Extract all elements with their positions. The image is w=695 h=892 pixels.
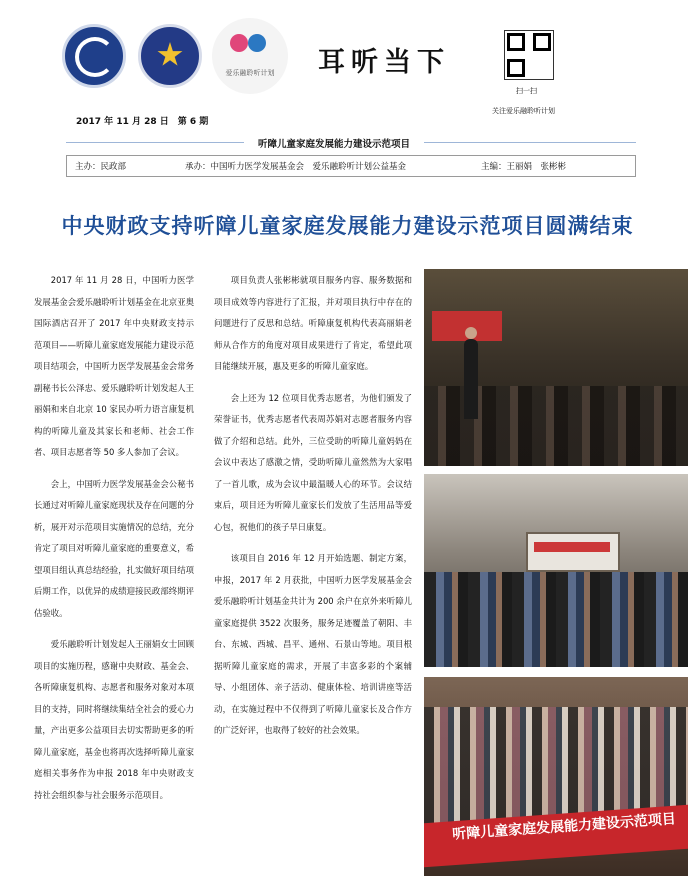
- ailerong-logo-icon: [212, 18, 288, 94]
- masthead-title: 耳听当下: [318, 47, 450, 78]
- photo-banner-text: 听障儿童家庭发展能力建设示范项目: [451, 811, 677, 843]
- paragraph: 该项目自 2016 年 12 月开始选题、制定方案，申报，2017 年 2 月获批，中国听力医学发展基金会爱乐融聆听计划基金共计为 200 余户在京外来听障儿童家庭提供 3522 次服务，服务足迹覆盖了朝阳、丰台、东城、西城、昌平、通州、石景山等地。项目根据听障儿童家庭的需求，开展了丰富多彩的个案辅导、小组团体、亲子活动、健康体检、培训讲座等活动，在实施过程中不仅得到了听障儿童家长及合作方的广泛好评，也取得了较好的社会效果。: [214, 553, 412, 735]
- audiology-logo-icon: [138, 24, 202, 88]
- organizer-label: 承办：中国听力医学发展基金会 爱乐融聆听计划公益基金: [185, 162, 407, 172]
- group-photo: [424, 677, 688, 876]
- qr-code-icon[interactable]: [504, 30, 554, 80]
- scan-label: 扫一扫: [516, 87, 537, 95]
- section-title: 听障儿童家庭发展能力建设示范项目: [244, 136, 424, 150]
- paragraph: 爱乐融聆听计划发起人王丽娟女士回顾项目的实施历程，感谢中央财政、基金会、各听障康复机构、志愿者和服务对象对本项目的支持，同时将继续集结全社会的爱心力量，产出更多公益项目去切实帮助更多的听障儿童家庭，基金也将再次选择听障儿童家庭相关事务作为申报 2018 年中央财政支持社会组织参与社会服务示范项目。: [34, 639, 194, 800]
- editor-label: 主编：王丽娟 张彬彬: [481, 162, 567, 172]
- article-headline: 中央财政支持听障儿童家庭发展能力建设示范项目圆满结束: [61, 214, 634, 238]
- host-label: 主办：民政部: [75, 162, 127, 172]
- paragraph: 会上，中国听力医学发展基金会公秘书长通过对听障儿童家庭现状及存在问题的分析，展开对示范项目实施情况的总结，充分肯定了项目对听障儿童家庭的重要意义，希望项目组认真总结经验，扎实做好项目结项后期工作，以优异的成绩迎接民政部终期评估验收。: [34, 478, 194, 618]
- paragraph: 2017 年 11 月 28 日，中国听力医学发展基金会爱乐融聆听计划基金在北京亚奥国际酒店召开了 2017 年中央财政支持示范项目——听障儿童家庭发展能力建设示范项目结项会，中国听力医学发展基金会常务副秘书长公泽忠、爱乐融聆听计划发起人王丽娟和来自北京 10 家民办听力语言康复机构的听障儿童及其家长和老师、社会工作者、项目志愿者等 50 多人参加了会议。: [34, 275, 194, 457]
- paragraph: 项目负责人张彬彬就项目服务内容、服务数据和项目成效等内容进行了汇报，并对项目执行中存在的问题进行了反思和总结。听障康复机构代表高丽娟老师从合作方的角度对项目成果进行了肯定，希望此项目能继续开展，惠及更多的听障儿童家庭。: [214, 275, 412, 371]
- logo-caption: 爱乐融聆听计划: [225, 69, 275, 77]
- article-column-left: [34, 270, 194, 816]
- issue-date: 2017 年 11 月 28 日 第 6 期: [76, 117, 209, 127]
- fund-logo-icon: [62, 24, 126, 88]
- paragraph: 会上还为 12 位项目优秀志愿者，为他们颁发了荣誉证书，优秀志愿者代表周苏娟对志愿者服务内容做了介绍和总结。此外，三位受助的听障儿童妈妈在会议中表达了感激之情，受助听障儿童然然为大家唱了一首儿歌，成为会议中最温暖人心的环节。会议结束后，项目还为听障儿童家长们发放了生活用品等爱心包，祝他们的孩子早日康复。: [214, 392, 412, 532]
- meeting-speech-photo: [424, 269, 688, 466]
- article-column-middle: [214, 270, 412, 752]
- scan-follow-label: 关注爱乐融聆听计划: [492, 107, 555, 115]
- organizer-bar: [66, 155, 636, 177]
- volunteer-certificate-photo: [424, 474, 688, 667]
